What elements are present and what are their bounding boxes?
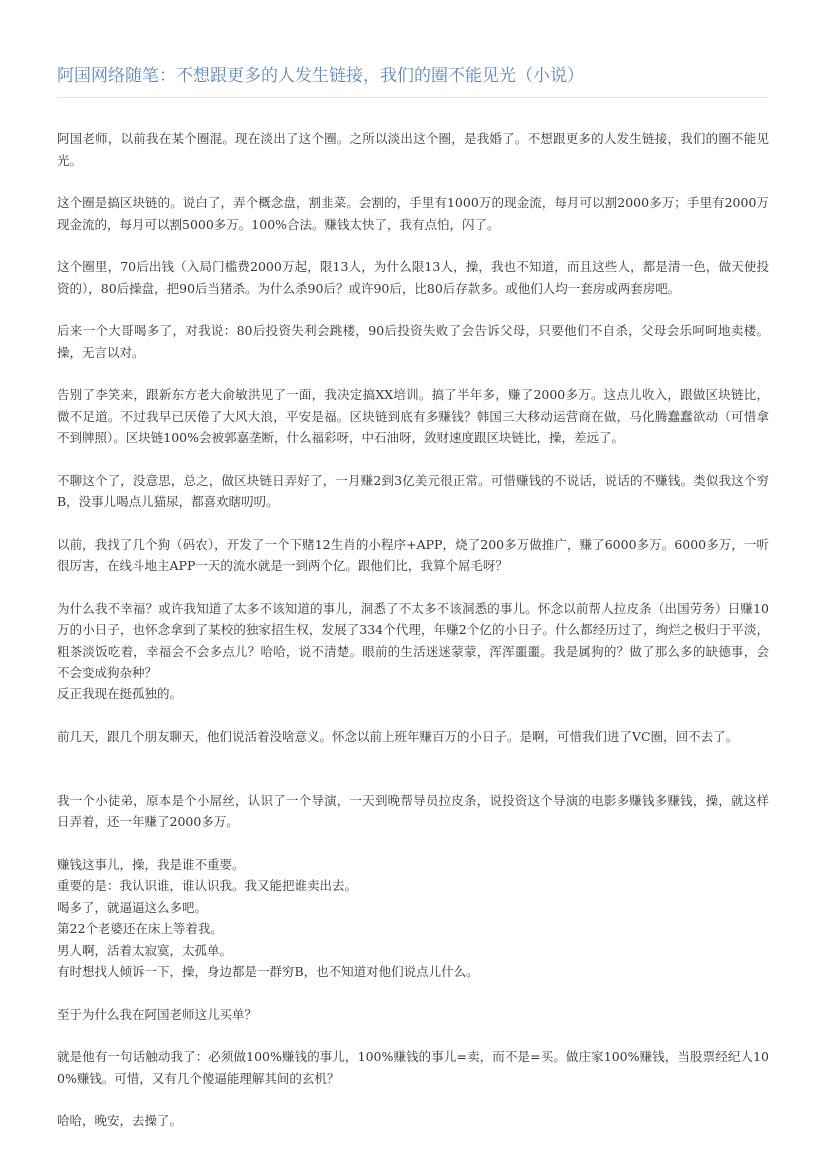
paragraph: 不聊这个了，没意思，总之，做区块链日弄好了，一月赚2到3亿美元很正常。可惜赚钱的不说话，说话的不赚钱。类似我这个穷B，没事儿喝点儿猫尿，都喜欢瞎叨叨。 [57, 472, 769, 509]
paragraph: 我一个小徒弟，原本是个小屌丝，认识了一个导演，一天到晚帮导员拉皮条，说投资这个导演的电影多赚钱多赚钱，操，就这样日弄着，还一年赚了2000多万。 [57, 792, 769, 829]
paragraph: 为什么我不幸福？或许我知道了太多不该知道的事儿，洞悉了不太多不该洞悉的事儿。怀念以前帮人拉皮条（出国劳务）日赚10万的小日子，也怀念拿到了某校的独家招生权，发展了334个代理，年赚2个亿的小日子。什么都经历过了，绚烂之极归于平淡，粗茶淡饭吃着，幸福会不会多点儿？哈哈，说不清楚。眼前的生活迷迷蒙蒙，浑浑噩噩。我是属狗的？做了那么多的缺德事，会不会变成狗杂种？ [57, 600, 769, 680]
text-line: 重要的是：我认识谁，谁认识我。我又能把谁卖出去。 [57, 878, 358, 893]
text-line: 赚钱这事儿，操，我是谁不重要。 [57, 856, 245, 872]
paragraph: 反正我现在挺孤独的。 [57, 686, 183, 701]
paragraph: 这个圈里，70后出钱（入局门槛费2000万起，限13人，为什么限13人，操，我也不知道，而且这些人，都是清一色，做天使投资的），80后操盘，把90后当猪杀。为什么杀90后？或许90后，比80后存款多。或他们人均一套房或两套房吧。 [57, 259, 769, 296]
text-line: 喝多了，就逼逼这么多吧。 [57, 899, 208, 915]
paragraph: 告别了李笑来，跟新东方老大俞敏洪见了一面，我决定搞XX培训。搞了半年多，赚了2000多万。这点儿收入，跟做区块链比，微不足道。不过我早已厌倦了大风大浪，平安是福。区块链到底有多赚钱？韩国三大移动运营商在做，马化腾蠢蠢欲动（可惜拿不到牌照）。区块链100%会被郭嘉垄断，什么福彩呀，中石油呀，敛财速度跟区块链比，操，差远了。 [57, 387, 769, 445]
paragraph: 阿国老师，以前我在某个圈混。现在淡出了这个圈。之所以淡出这个圈，是我婚了。不想跟更多的人发生链接，我们的圈不能见光。 [57, 131, 769, 168]
article [57, 0, 769, 1153]
article-title: 阿国网络随笔：不想跟更多的人发生链接，我们的圈不能见光（小说） [57, 66, 584, 86]
paragraph: 后来一个大哥喝多了，对我说：80后投资失利会跳楼，90后投资失败了会告诉父母，只要他们不自杀，父母会乐呵呵地卖楼。操，无言以对。 [57, 323, 769, 360]
paragraph: 前几天，跟几个朋友聊天，他们说活着没啥意义。怀念以前上班年赚百万的小日子。是啊，可惜我们进了VC圈，回不去了。 [57, 728, 739, 744]
paragraph: 这个圈是搞区块链的。说白了，弄个概念盘，割韭菜。会割的，手里有1000万的现金流，每月可以割2000多万；手里有2000万现金流的，每月可以割5000多万。100%合法。赚钱太快了，我有点怕，闪了。 [57, 195, 769, 232]
paragraph: 哈哈，晚安，去操了。 [57, 1113, 183, 1128]
paragraph: 以前，我找了几个狗（码农），开发了一个下赌12生肖的小程序+APP，烧了200多万做推广，赚了6000多万。6000多万，一听很厉害，在线斗地主APP一天的流水就是一到两个亿。跟他们比，我算个屌毛呀？ [57, 536, 769, 573]
article-body [57, 128, 769, 1132]
text-line: 男人啊，活着太寂寞，太孤单。 [57, 942, 233, 958]
line-group [57, 854, 769, 983]
text-line: 有时想找人倾诉一下，操，身边都是一群穷B，也不知道对他们说点儿什么。 [57, 964, 479, 979]
paragraph: 至于为什么我在阿国老师这儿买单？ [57, 1006, 258, 1022]
text-line: 第22个老婆还在床上等着我。 [57, 921, 223, 936]
title-divider [57, 97, 769, 98]
paragraph: 就是他有一句话触动我了：必须做100%赚钱的事儿，100%赚钱的事儿=卖，而不是=买。做庄家100%赚钱，当股票经纪人100%赚钱。可惜，又有几个傻逼能理解其间的玄机？ [57, 1049, 769, 1086]
